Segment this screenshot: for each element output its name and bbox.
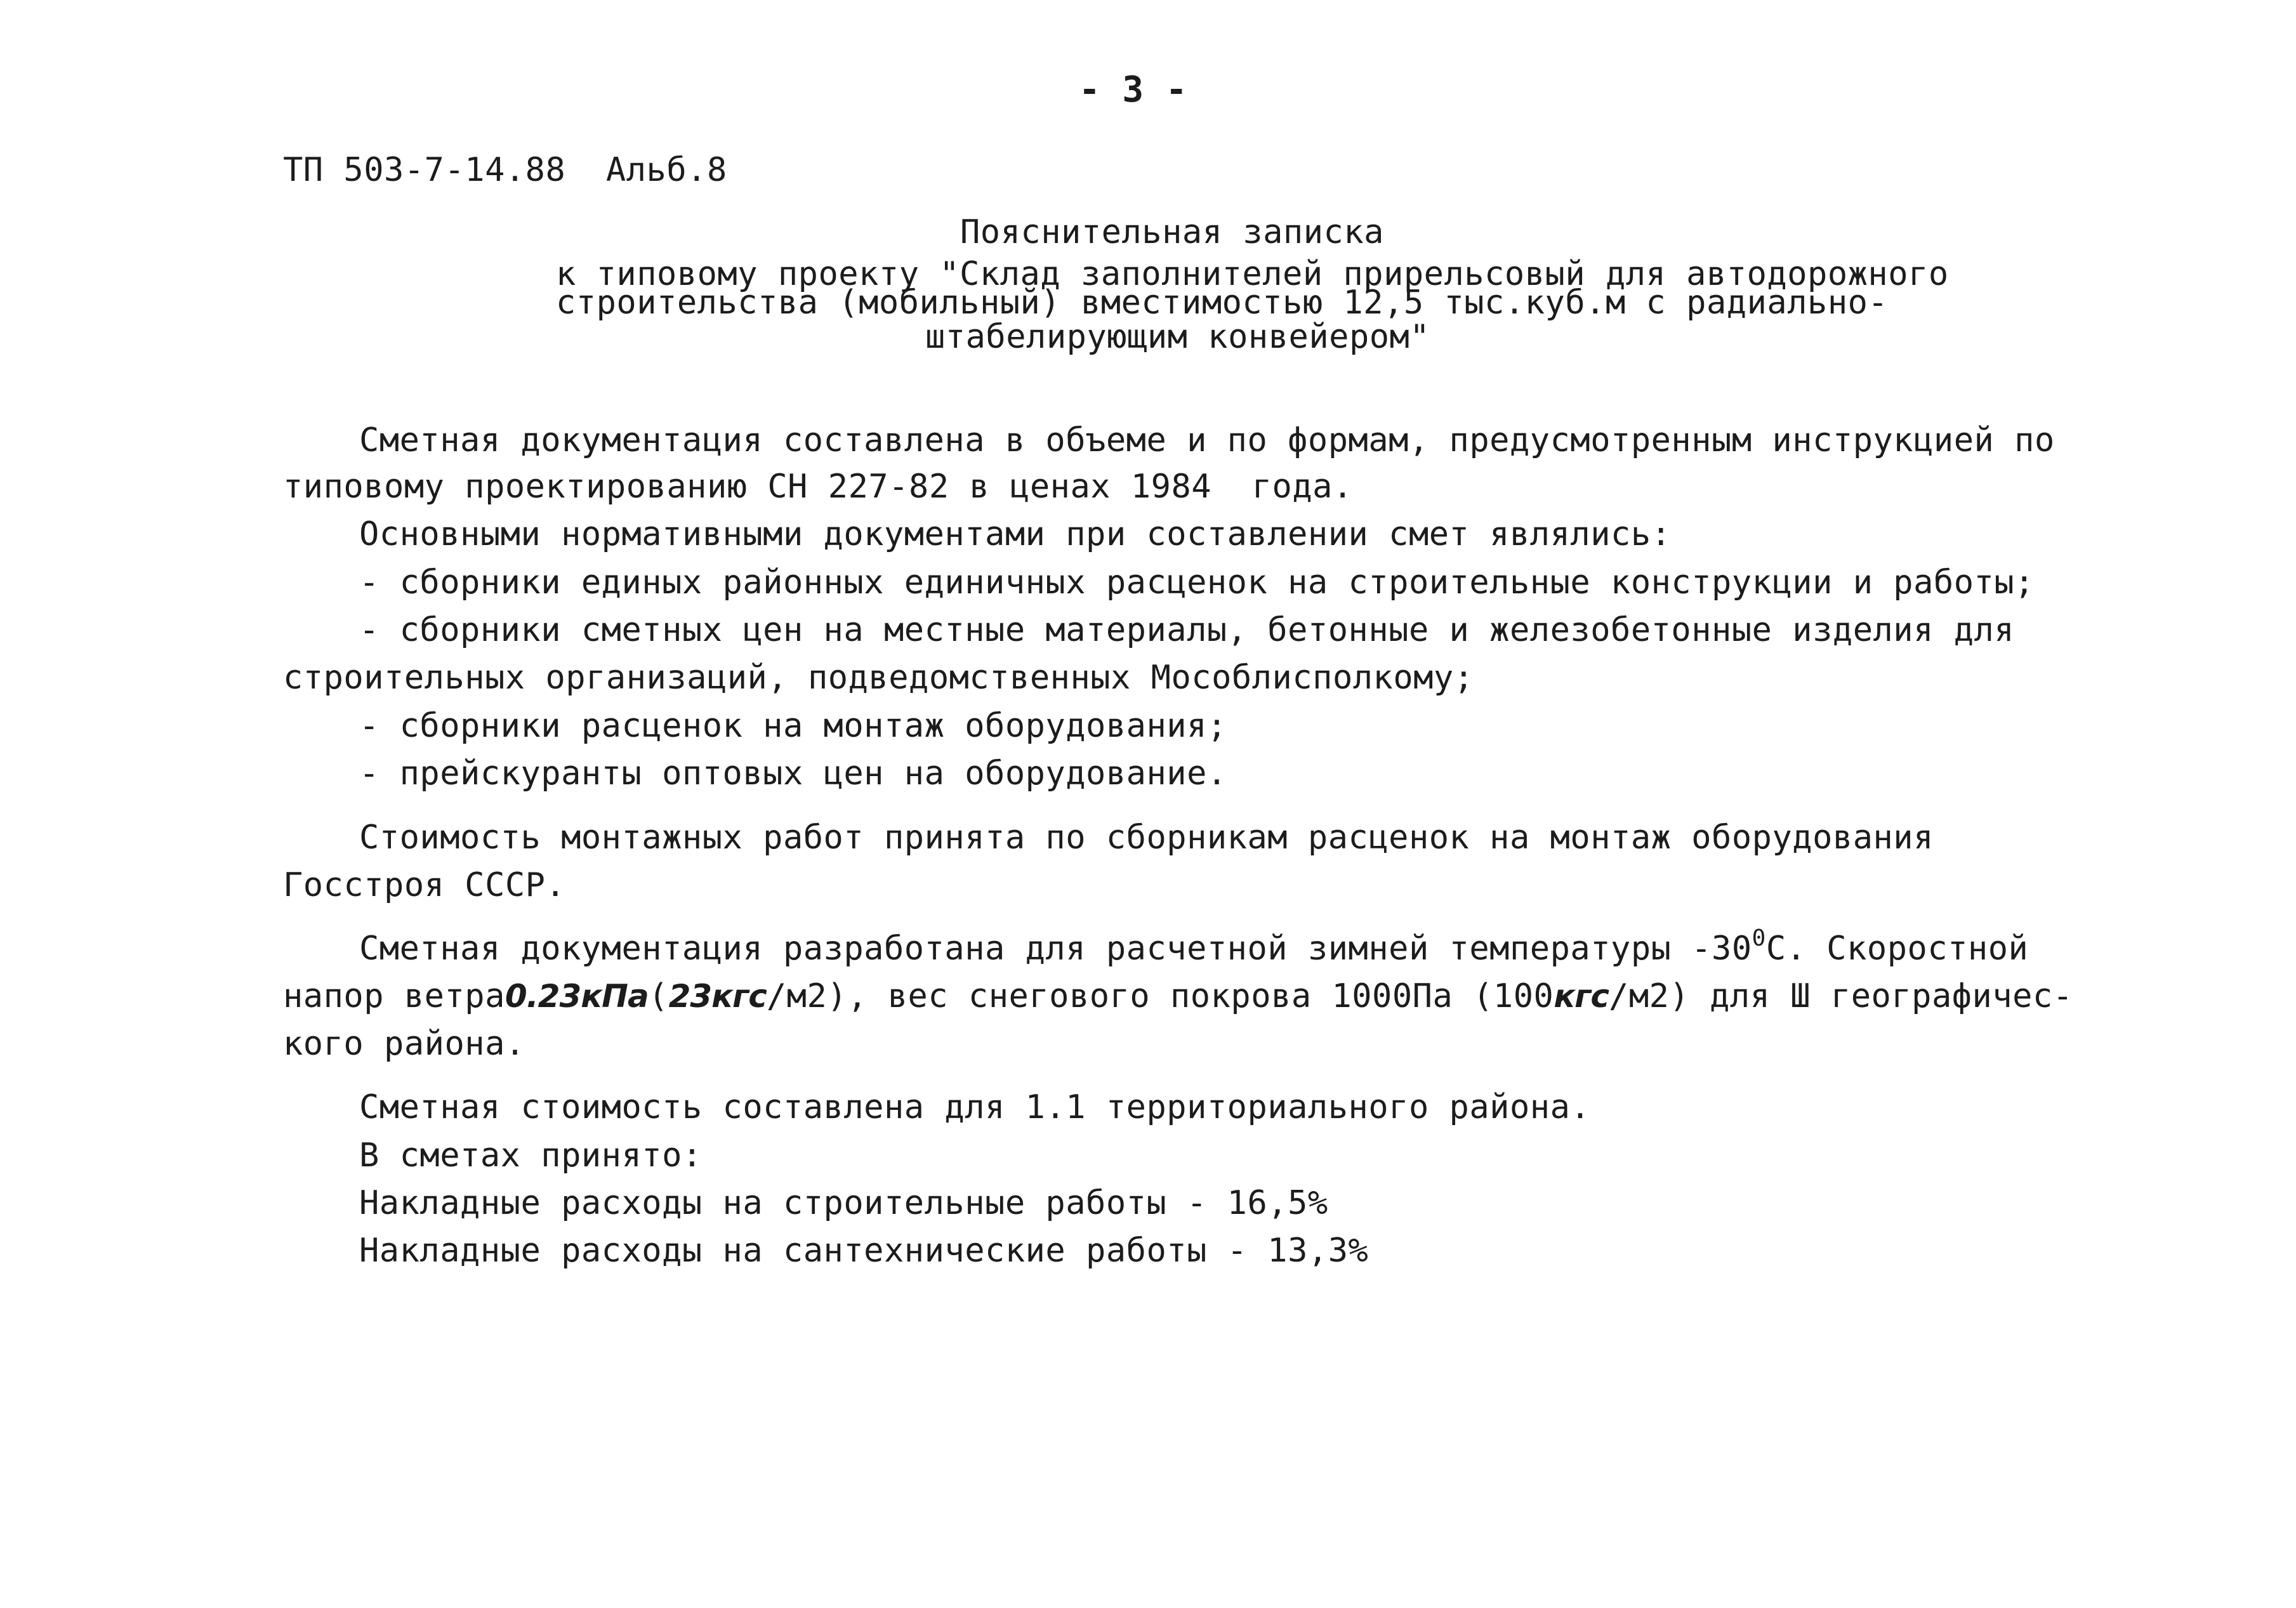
temperature-text: Сметная документация разработана для расчетной зимней температуры -30 [359,930,1752,968]
document-title: Пояснительная записка [960,213,1384,251]
list-item-4: - прейскуранты оптовых цен на оборудование. [359,755,1227,793]
subtitle-line-1: к типовому проекту "Склад заполнителей прирельсовый для автодорожного [556,255,1949,293]
handwritten-wind-pressure-kgs: 23кгс [668,978,767,1015]
snow-load-text: /м2), вес снегового покрова 1000Па (100 [766,977,1554,1015]
paragraph-1-line-2: типовому проектированию СН 227-82 в ценах 1984 года. [283,468,1353,506]
wind-pressure-label: напор ветра [283,977,505,1015]
document-code: ТП 503-7-14.88 Альб.8 [283,151,727,189]
page-number: - 3 - [1079,69,1188,110]
paragraph-4-line-2 [283,976,2073,1017]
handwritten-snow-unit: кгс [1554,978,1609,1015]
list-item-3: - сборники расценок на монтаж оборудования; [359,707,1227,745]
temperature-text-tail: С. Скоростной [1765,930,2029,968]
list-item-2-line-1: - сборники сметных цен на местные материалы, бетонные и железобетонные изделия для [359,611,2015,649]
paragraph-4-line-1 [359,925,2029,969]
degree-superscript: 0 [1752,925,1766,951]
paragraph-5: Сметная стоимость составлена для 1.1 территориального района. [359,1088,1591,1126]
region-text: /м2) для Ш географичес- [1609,977,2073,1015]
paragraph-4-line-3: кого района. [283,1025,525,1063]
paragraph-6: В сметах принято: [359,1137,703,1175]
paragraph-1-line-1: Сметная документация составлена в объеме и по формам, предусмотренным инструкцией по [359,421,2055,459]
subtitle-line-3: штабелирующим конвейером" [925,318,1430,356]
paragraph-3-line-2: Госстроя СССР. [283,866,566,904]
paragraph-3-line-1: Стоимость монтажных работ принята по сборникам расценок на монтаж оборудования [359,819,1934,857]
overhead-construction: Накладные расходы на строительные работы - 16,5% [359,1184,1328,1222]
overhead-plumbing: Накладные расходы на сантехнические работы - 13,3% [359,1232,1369,1270]
handwritten-wind-pressure-kpa: 0.23кПа [505,978,649,1015]
list-item-1: - сборники единых районных единичных расценок на строительные конструкции и работы; [359,563,2035,602]
list-item-2-line-2: строительных организаций, подведомственных Мособлисполкому; [283,659,1474,697]
subtitle-line-2: строительства (мобильный) вместимостью 12,5 тыс.куб.м с радиально- [556,284,1889,322]
paragraph-2: Основными нормативными документами при составлении смет являлись: [359,515,1672,553]
bracket-open: ( [648,977,669,1015]
